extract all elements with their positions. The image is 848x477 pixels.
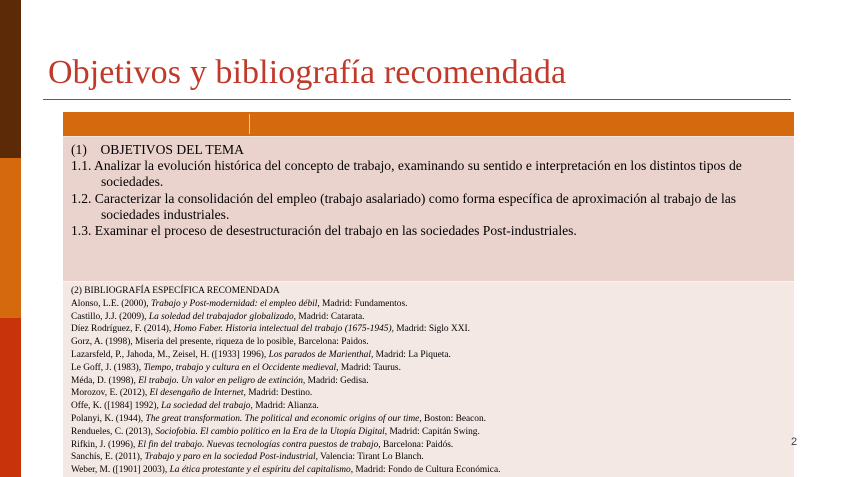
objective-item: 1.2. Caracterizar la consolidación del empleo (trabajo asalariado) como forma específica de aproximación al trabajo de las sociedades industriales. [71, 190, 737, 222]
entry-publisher: , Madrid: Taurus. [336, 362, 401, 373]
slide-title: Objetivos y bibliografía recomendada [48, 54, 567, 91]
objectives-heading: (1) OBJETIVOS DEL TEMA [71, 142, 244, 157]
entry-title: The great transformation. The political and economic origins of our time [145, 413, 420, 424]
entry-title: La sociedad del trabajo, [161, 401, 253, 412]
entry-author: Díez Rodríguez, F. (2014), [71, 324, 174, 335]
entry-title: La ética protestante y el espíritu del capitalismo [169, 465, 351, 476]
entry-publisher: , Valencia: Tirant Lo Blanch. [315, 452, 424, 463]
bibliography-entry [71, 400, 786, 413]
bibliography-entry [71, 451, 786, 464]
accent-bar-middle [0, 158, 21, 318]
entry-publisher: , Boston: Beacon. [419, 413, 487, 424]
bibliography-cell [63, 281, 794, 477]
title-underline [43, 99, 791, 100]
entry-publisher: Madrid: La Piqueta. [373, 349, 451, 360]
table-header-divider [249, 114, 250, 134]
entry-author: Gorz, A. (1998), Miseria del presente, riqueza de lo posible, Barcelona: Paidos. [71, 337, 369, 348]
bibliography-entry [71, 387, 786, 400]
bibliography-entry [71, 439, 786, 452]
entry-title: La soledad del trabajador globalizado, [148, 311, 297, 322]
entry-title: Homo Faber. Historia intelectual del trabajo (1675-1945) [173, 324, 392, 335]
entry-author: Sanchís, E. (2011), [71, 452, 145, 463]
entry-publisher: Madrid: Alianza. [252, 401, 319, 412]
objective-item: 1.3. Examinar el proceso de desestructuración del trabajo en las sociedades Post-industriales. [71, 223, 577, 239]
entry-title: Los parados de Marienthal, [268, 349, 374, 360]
entry-publisher: , Madrid: Capitán Swing. [384, 426, 480, 437]
accent-bar-top [0, 0, 21, 158]
bibliography-heading: (2) BIBLIOGRAFÍA ESPECÍFICA RECOMENDADA [71, 286, 280, 296]
entry-title: Sociofobia. El cambio político en la Era de la Utopía Digital [155, 426, 385, 437]
accent-bar-bottom [0, 318, 21, 477]
entry-author: Lazarsfeld, P., Jahoda, M., Zeisel, H. ([1933] 1996), [71, 349, 269, 360]
entry-author: Rendueles, C. (2013), [71, 426, 156, 437]
bibliography-entry [71, 426, 786, 439]
bibliography-entry [71, 323, 786, 336]
entry-author: Méda, D. (1998), [71, 375, 139, 386]
entry-title: Trabajo y paro en la sociedad Post-industrial [144, 452, 316, 463]
entry-title: El fin del trabajo. Nuevas tecnologías contra puestos de trabajo [137, 439, 379, 450]
entry-author: Offe, K. ([1984] 1992), [71, 401, 162, 412]
entry-title: Trabajo y Post-modernidad: el empleo débil [150, 298, 318, 309]
entry-author: Alonso, L.E. (2000), [71, 298, 151, 309]
page-number: 2 [791, 436, 798, 448]
objective-item: 1.1. Analizar la evolución histórica del concepto de trabajo, examinando su sentido e interpretación en los distintos tipos de sociedades. [71, 158, 742, 190]
bibliography-entry [71, 362, 786, 375]
table-header-row [63, 112, 794, 136]
bibliography-entry [71, 375, 786, 388]
entry-author: Polanyi, K. (1944), [71, 413, 146, 424]
entry-author: Le Goff, J. (1983), [71, 362, 144, 373]
bibliography-entry [71, 413, 786, 426]
entry-publisher: , Madrid: Fondo de Cultura Económica. [350, 465, 501, 476]
entry-author: Weber, M. ([1901] 2003), [71, 465, 170, 476]
entry-publisher: , Madrid: Siglo XXI. [391, 324, 470, 335]
entry-author: Morozov, E. (2012), [71, 388, 150, 399]
objectives-cell [63, 136, 794, 281]
entry-publisher: , Barcelona: Paidós. [378, 439, 454, 450]
entry-publisher: , Madrid: Gedisa. [302, 375, 369, 386]
content-table [63, 112, 794, 477]
bibliography-entry [71, 298, 786, 311]
entry-publisher: , Madrid: Destino. [243, 388, 313, 399]
bibliography-entry [71, 311, 786, 324]
entry-title: Tiempo, trabajo y cultura en el Occidente medieval [143, 362, 337, 373]
entry-title: El desengaño de Internet [149, 388, 244, 399]
entry-title: El trabajo. Un valor en peligro de extinción [138, 375, 303, 386]
bibliography-entry [71, 349, 786, 362]
bibliography-entry [71, 336, 786, 349]
entry-author: Rifkin, J. (1996), [71, 439, 138, 450]
entry-publisher: , Madrid: Fundamentos. [317, 298, 408, 309]
entry-publisher: Madrid: Catarata. [296, 311, 365, 322]
entry-author: Castillo, J.J. (2009), [71, 311, 149, 322]
bibliography-entry [71, 464, 786, 477]
